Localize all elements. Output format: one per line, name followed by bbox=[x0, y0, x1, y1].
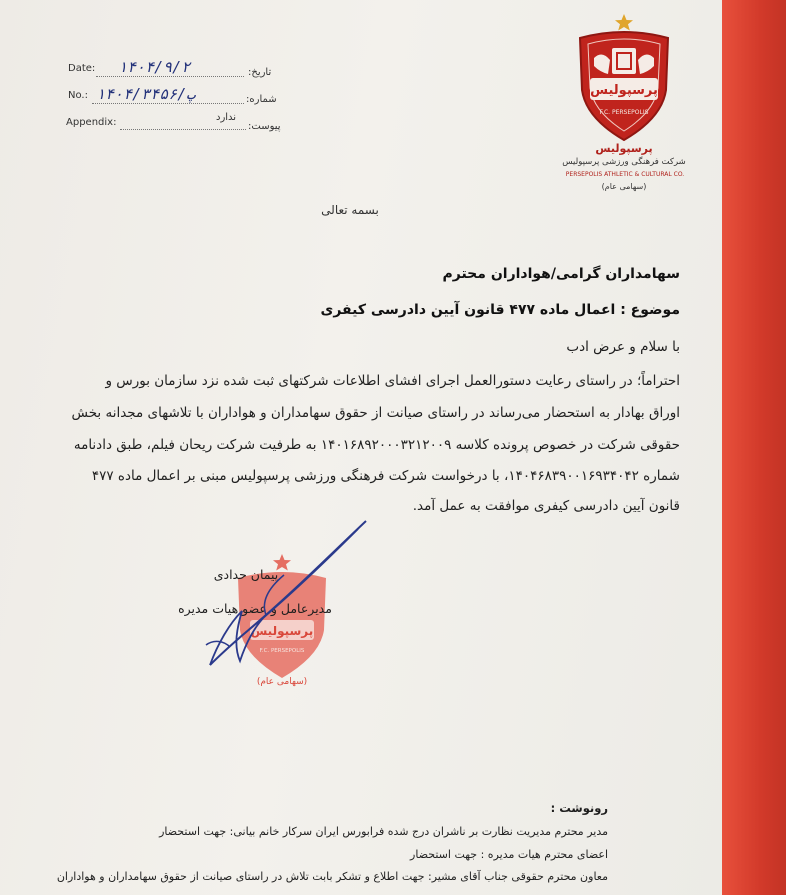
company-name-fa: پرسپولیس bbox=[595, 142, 653, 155]
company-full-name-fa: شرکت فرهنگی ورزشی پرسپولیس bbox=[562, 157, 686, 167]
greeting: با سلام و عرض ادب bbox=[566, 339, 680, 355]
copies-heading: رونوشت : bbox=[550, 801, 608, 815]
persepolis-crest-icon bbox=[572, 14, 676, 142]
body-line-1: احتراماً؛ در راستای رعایت دستورالعمل اجرای افشای اطلاعات شرکتهای ثبت شده نزد سازمان بورس و bbox=[105, 373, 680, 389]
company-full-name-en: PERSEPOLIS ATHLETIC & CULTURAL CO. bbox=[565, 171, 685, 178]
date-dotted-line bbox=[96, 76, 244, 77]
recipient: سهامداران گرامی/هواداران محترم bbox=[442, 266, 680, 282]
appendix-label: Appendix: bbox=[66, 117, 117, 128]
logo-caption: F.C. PERSEPOLIS bbox=[599, 109, 649, 116]
subject: موضوع : اعمال ماده ۴۷۷ قانون آیین دادرسی کیفری bbox=[320, 302, 680, 318]
date-label-fa: تاریخ: bbox=[248, 67, 272, 78]
stamp-text: پرسپولیس bbox=[250, 624, 314, 638]
red-edge-strip bbox=[722, 0, 786, 895]
body-line-5: قانون آیین دادرسی کیفری موافقت به عمل آمد. bbox=[412, 498, 680, 514]
date-label: Date: bbox=[68, 63, 96, 74]
number-dotted-line bbox=[92, 103, 244, 104]
signatory-name: پیمان حدادی bbox=[213, 567, 279, 582]
invocation: بسمه تعالی bbox=[321, 203, 379, 217]
logo-text: پرسپولیس bbox=[590, 83, 658, 98]
company-type: (سهامی عام) bbox=[601, 182, 647, 191]
stamp-caption: F.C. PERSEPOLIS bbox=[259, 648, 305, 654]
handwritten-signature bbox=[180, 515, 380, 675]
signatory-title: مدیرعامل و عضو هیات مدیره bbox=[178, 601, 332, 616]
appendix-dotted-line bbox=[120, 129, 246, 130]
stamp-type: (سهامی عام) bbox=[256, 677, 308, 687]
appendix-label-fa: پیوست: bbox=[248, 121, 281, 132]
copy-line-2: اعضای محترم هیات مدیره : جهت استحضار bbox=[410, 848, 608, 861]
number-label-fa: شماره: bbox=[246, 94, 277, 105]
copy-line-1: مدیر محترم مدیریت نظارت بر ناشران درج شده فرابورس ایران سرکار خانم بیانی: جهت استحضار bbox=[159, 825, 608, 838]
body-line-2: اوراق بهادار به استحضار می‌رساند در راستای صیانت از حقوق سهامداران و هواداران با تلاشهای مجدانه بخش bbox=[71, 405, 680, 421]
appendix-value: ندارد bbox=[216, 112, 237, 123]
date-value: ۱۴۰۴/۹/۲ bbox=[118, 58, 191, 76]
number-label: No.: bbox=[68, 90, 88, 101]
body-line-3: حقوقی شرکت در خصوص پرونده کلاسه ۱۴۰۱۶۸۹۲۰۰۰۳۲۱۲۰۰۹ به طرفیت شرکت ریحان فیلم، طبق دادنامه bbox=[73, 437, 680, 453]
persepolis-logo bbox=[572, 14, 676, 142]
copy-line-3: معاون محترم حقوقی جناب آقای مشیر: جهت اطلاع و تشکر بابت تلاش در راستای صیانت از حقوق سهامداران و هواداران bbox=[56, 870, 608, 883]
body-line-4: شماره ۱۴۰۴۶۸۳۹۰۰۱۶۹۳۴۰۴۲، با درخواست شرکت فرهنگی ورزشی پرسپولیس مبنی بر اعمال ماده ۴۷۷ bbox=[91, 468, 680, 484]
number-value: ۱۴۰۴/پ/۳۴۵۶ bbox=[96, 85, 196, 103]
